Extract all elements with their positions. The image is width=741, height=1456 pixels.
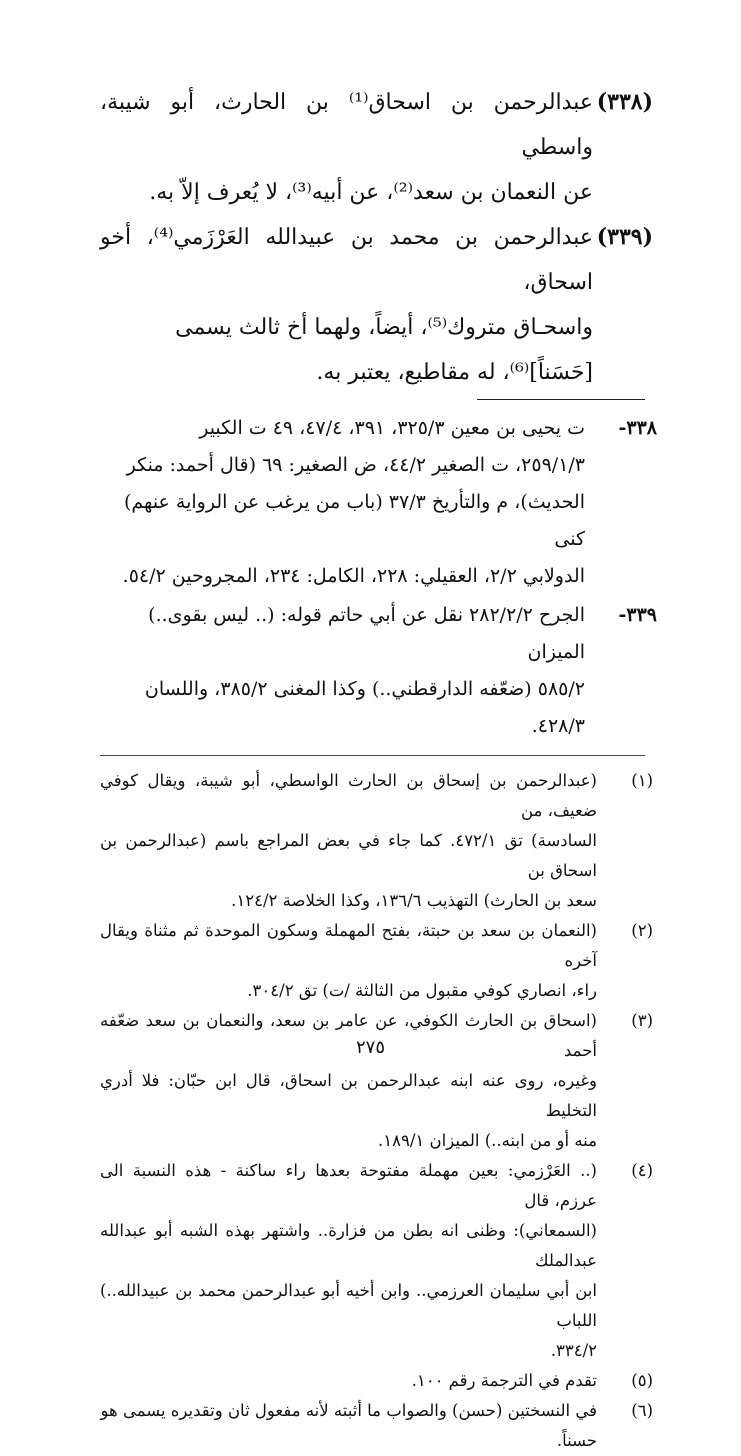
reference-line: ت يحيى بن معين ٣٢٥/٣، ٣٩١، ٤٧/٤، ٤٩ ت الكبير [199, 417, 585, 439]
reference-line: ٥٨٥/٢ (ضعّفه الدارقطني..) وكذا المغنى ٣٨٥/٢، واللسان [144, 678, 585, 700]
reference-line: الحديث)، م والتأريخ ٣٧/٣ (باب من يرغب عن الرواية عنهم) كنى [124, 491, 585, 550]
footnote-line: (.. العَرْزمي: بعين مهملة مفتوحة بعدها راء ساكنة - هذه النسبة الى عرزم، قال [100, 1161, 597, 1210]
footnote-line: (السمعاني): وظنى انه بطن من فزارة.. واشتهر بهذه الشبه أبو عبدالله عبدالملك [100, 1221, 597, 1270]
footnote-line: وغيره، روى عنه ابنه عبدالرحمن بن اسحاق، قال ابن حبّان: فلا أدري التخليط [100, 1071, 597, 1120]
footnote-line: منه أو من ابنه..) الميزان ١٨٩/١. [378, 1131, 597, 1150]
footnote-line: ابن أبي سليمان العرزمي.. وابن أخيه أبو عبدالرحمن محمد بن عبيدالله..) اللباب [100, 1281, 597, 1330]
footnote-number: (٢) [631, 921, 653, 940]
footnote-1 [100, 766, 653, 916]
entry-number: (٣٣٩) [596, 224, 653, 250]
footnote-number: (٤) [631, 1161, 653, 1180]
entry-number: (٣٣٨) [596, 89, 653, 115]
footnote-line: (اسحاق بن الحارث الكوفي، عن عامر بن سعد، والنعمان بن سعد ضعّفه أحمد [100, 1011, 597, 1060]
entry-text-line: [حَسَناً]⁽⁶⁾، له مقاطيع، يعتبر به. [316, 360, 593, 385]
footnote-line: تقدم في الترجمة رقم ١٠٠. [411, 1371, 597, 1390]
reference-line: ٤٢٨/٣. [531, 715, 585, 737]
entry-text-line: عبدالرحمن بن محمد بن عبيدالله العَرْزَمي⁽⁴⁾، أخو اسحاق، [100, 225, 593, 295]
reference-338 [100, 410, 657, 595]
footnote-number: (٣) [631, 1011, 653, 1030]
footnote-line: ٣٣٤/٢. [550, 1341, 597, 1360]
footnote-4 [100, 1156, 653, 1366]
reference-line: ٢٥٩/١/٣، ت الصغير ٤٤/٢، ض الصغير: ٦٩ (قال أحمد: منكر [126, 454, 585, 476]
reference-divider [477, 399, 645, 400]
footnote-number: (٥) [631, 1371, 653, 1390]
footnote-number: (٦) [631, 1401, 653, 1420]
reference-number: ٣٣٨- [618, 417, 657, 439]
reference-339 [100, 597, 657, 745]
reference-line: الجرح ٢٨٢/٢/٢ نقل عن أبي حاتم قوله: (.. ليس بقوى..) الميزان [148, 604, 585, 663]
footnote-line: السادسة) تق ٤٧٢/١. كما جاء في بعض المراجع باسم (عبدالرحمن بن اسحاق بن [100, 831, 597, 880]
footnote-6 [100, 1396, 653, 1456]
footnote-line: حسناً. [556, 1431, 597, 1450]
page-number: ٢٧٥ [355, 1037, 385, 1058]
reference-number: ٣٣٩- [618, 604, 657, 626]
footnote-line: (عبدالرحمن بن إسحاق بن الحارث الواسطي، أبو شيبة، ويقال كوفي ضعيف، من [100, 771, 597, 820]
footnote-line: في النسختين (حسن) والصواب ما أثبته لأنه مفعول ثان وتقديره يسمى هو [100, 1401, 597, 1420]
footnote-line: سعد بن الحارث) التهذيب ١٣٦/٦، وكذا الخلاصة ١٢٤/٢. [231, 891, 597, 910]
footnote-line: راء، انصاري كوفي مقبول من الثالثة /ت) تق ٣٠٤/٢. [247, 981, 597, 1000]
footnote-3 [100, 1006, 653, 1156]
footnote-number: (١) [631, 771, 653, 790]
footnote-5 [100, 1366, 653, 1396]
footnote-divider [100, 755, 645, 756]
entry-text-line: عن النعمان بن سعد⁽²⁾، عن أبيه⁽³⁾، لا يُعرف إلاّ به. [149, 180, 593, 205]
entry-text-line: عبدالرحمن بن اسحاق⁽¹⁾ بن الحارث، أبو شيبة، واسطي [100, 90, 593, 160]
entry-text-line: واسحـاق متروك⁽⁵⁾، أيضاً، ولهما أخ ثالث يسمى [175, 315, 593, 340]
reference-line: الدولابي ٢/٢، العقيلي: ٢٢٨، الكامل: ٢٣٤، المجروحين ٥٤/٢. [122, 565, 585, 587]
references-section [100, 410, 657, 745]
footnote-line: (النعمان بن سعد بن حبتة، بفتح المهملة وسكون الموحدة ثم مثناة ويقال آخره [100, 921, 597, 970]
footnotes-section [100, 766, 653, 1456]
entry-338 [100, 80, 653, 215]
footnote-2 [100, 916, 653, 1006]
entry-339 [100, 215, 653, 395]
